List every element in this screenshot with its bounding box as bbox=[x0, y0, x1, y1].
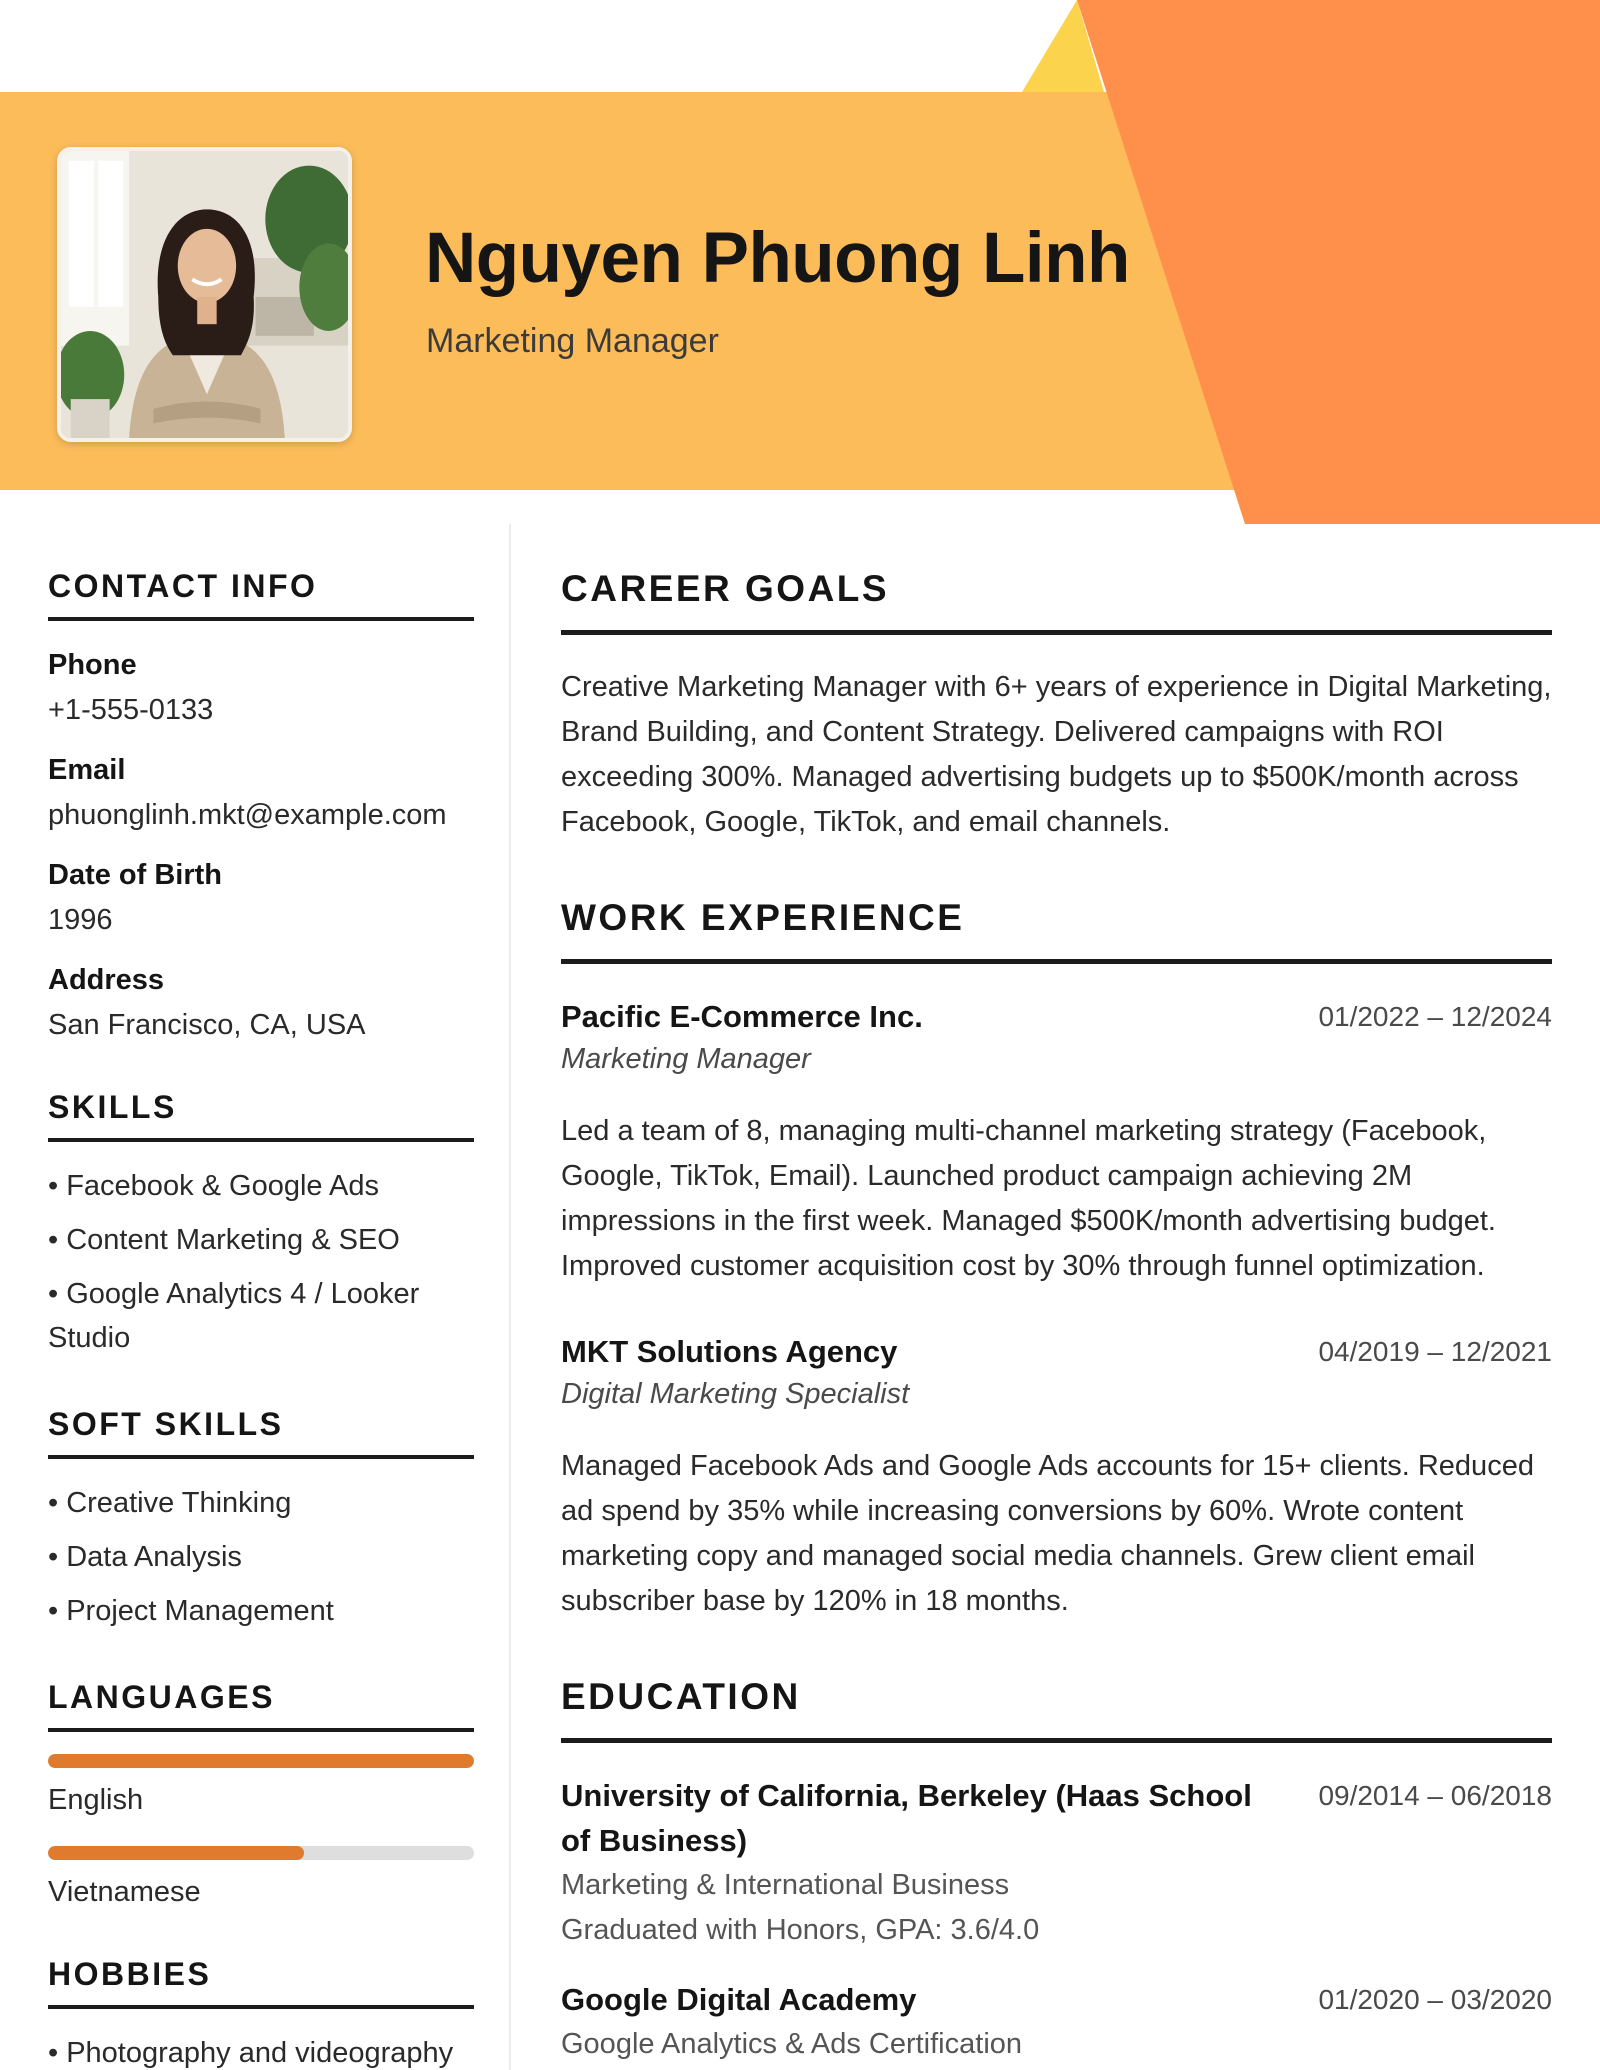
soft-skill-item: • Data Analysis bbox=[48, 1541, 242, 1573]
education-major: Marketing & International Business bbox=[561, 1869, 1010, 1901]
left-column bbox=[48, 568, 474, 2070]
education-dates: 01/2020 – 03/2020 bbox=[1318, 1984, 1552, 2015]
candidate-name: Nguyen Phuong Linh bbox=[425, 219, 1130, 298]
contact-dob bbox=[48, 857, 474, 938]
hobbies-section bbox=[48, 1956, 474, 2070]
soft-skill-item: • Project Management bbox=[48, 1595, 334, 1627]
profile-photo bbox=[57, 147, 352, 442]
work-experience-heading: WORK EXPERIENCE bbox=[561, 897, 1552, 964]
hobby-item: • Photography and videography bbox=[48, 2037, 454, 2069]
dob-value: 1996 bbox=[48, 904, 113, 936]
address-value: San Francisco, CA, USA bbox=[48, 1009, 366, 1041]
skills-section bbox=[48, 1089, 474, 1360]
languages-section bbox=[48, 1679, 474, 1910]
language-item bbox=[48, 1846, 474, 1910]
orange-accent-shape bbox=[1077, 0, 1600, 524]
right-column bbox=[561, 568, 1552, 2067]
contact-label: Email bbox=[48, 754, 126, 786]
education-note: Graduated with Honors, GPA: 3.6/4.0 bbox=[561, 1914, 1040, 1946]
job-company: Pacific E-Commerce Inc. bbox=[561, 999, 923, 1034]
job-description: Led a team of 8, managing multi-channel marketing strategy (Facebook, Google, TikTok, Email). Launched product campaign achieving 2M impressions in the first week. Managed $500K/month advertising budget. Improved customer acquisition cost by 30% through funnel optimization. bbox=[561, 1115, 1496, 1282]
language-level-bar bbox=[48, 1846, 474, 1860]
education-major: Google Analytics & Ads Certification bbox=[561, 2028, 1023, 2060]
language-level-bar bbox=[48, 1754, 474, 1768]
skill-item: • Google Analytics 4 / Looker Studio bbox=[48, 1278, 420, 1354]
education-entry bbox=[561, 1977, 1552, 2067]
contact-label: Phone bbox=[48, 649, 137, 681]
education-school: University of California, Berkeley (Haas School of Business) bbox=[561, 1778, 1252, 1858]
career-goals-heading: CAREER GOALS bbox=[561, 568, 1552, 635]
career-goals-section bbox=[561, 568, 1552, 845]
education-section bbox=[561, 1676, 1552, 2067]
soft-skills-heading: SOFT SKILLS bbox=[48, 1406, 474, 1459]
education-entry bbox=[561, 1773, 1552, 1953]
contact-email bbox=[48, 752, 474, 833]
email-value: phuonglinh.mkt@example.com bbox=[48, 799, 447, 831]
contact-address bbox=[48, 962, 474, 1043]
job-role: Marketing Manager bbox=[561, 1043, 811, 1075]
job-dates: 01/2022 – 12/2024 bbox=[1318, 1001, 1552, 1032]
candidate-title: Marketing Manager bbox=[426, 322, 719, 360]
phone-value: +1-555-0133 bbox=[48, 694, 214, 726]
job-company: MKT Solutions Agency bbox=[561, 1334, 898, 1369]
language-level-fill bbox=[48, 1846, 304, 1860]
column-divider bbox=[509, 524, 511, 2070]
education-heading: EDUCATION bbox=[561, 1676, 1552, 1743]
language-name: Vietnamese bbox=[48, 1876, 201, 1908]
work-experience-section bbox=[561, 897, 1552, 1624]
language-level-fill bbox=[48, 1754, 474, 1768]
contact-heading: CONTACT INFO bbox=[48, 568, 474, 621]
hobbies-heading: HOBBIES bbox=[48, 1956, 474, 2009]
education-school: Google Digital Academy bbox=[561, 1982, 917, 2017]
contact-section bbox=[48, 568, 474, 1043]
language-item bbox=[48, 1754, 474, 1818]
job-dates: 04/2019 – 12/2021 bbox=[1318, 1336, 1552, 1367]
education-dates: 09/2014 – 06/2018 bbox=[1318, 1780, 1552, 1811]
job-entry bbox=[561, 994, 1552, 1289]
soft-skill-item: • Creative Thinking bbox=[48, 1487, 292, 1519]
resume-header bbox=[0, 0, 1600, 530]
soft-skills-section bbox=[48, 1406, 474, 1633]
language-name: English bbox=[48, 1784, 144, 1816]
contact-phone bbox=[48, 647, 474, 728]
skill-item: • Facebook & Google Ads bbox=[48, 1170, 379, 1202]
job-entry bbox=[561, 1329, 1552, 1624]
skill-item: • Content Marketing & SEO bbox=[48, 1224, 400, 1256]
skills-heading: SKILLS bbox=[48, 1089, 474, 1142]
languages-heading: LANGUAGES bbox=[48, 1679, 474, 1732]
contact-label: Date of Birth bbox=[48, 859, 222, 891]
job-role: Digital Marketing Specialist bbox=[561, 1378, 910, 1410]
career-goals-text: Creative Marketing Manager with 6+ years of experience in Digital Marketing, Brand Building, and Content Strategy. Delivered campaigns with ROI exceeding 300%. Managed advertising budgets up to $500K/month across Facebook, Google, TikTok, and email channels. bbox=[561, 671, 1552, 838]
contact-label: Address bbox=[48, 964, 165, 996]
job-description: Managed Facebook Ads and Google Ads accounts for 15+ clients. Reduced ad spend by 35% while increasing conversions by 60%. Wrote content marketing copy and managed social media channels. Grew client email subscriber base by 120% in 18 months. bbox=[561, 1450, 1534, 1617]
